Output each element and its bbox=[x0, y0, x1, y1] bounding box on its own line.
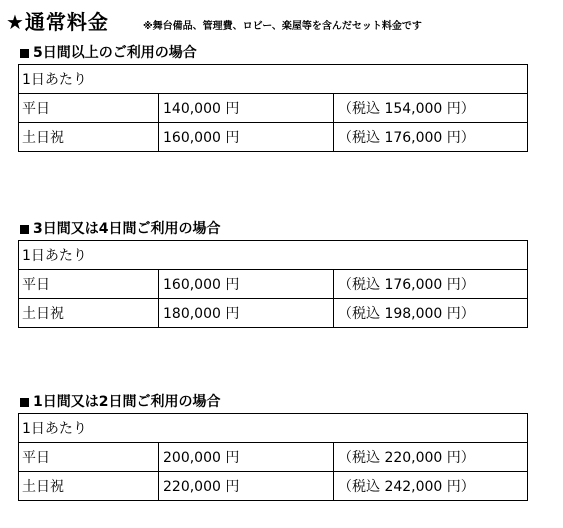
day-type-label: 土日祝 bbox=[19, 123, 159, 152]
price-cell: 220,000 円 bbox=[159, 472, 334, 501]
price-cell: 160,000 円 bbox=[159, 123, 334, 152]
day-type-label: 平日 bbox=[19, 270, 159, 299]
tax-included-price-cell: （税込 154,000 円） bbox=[334, 94, 528, 123]
pricing-section-3-4-days bbox=[18, 218, 528, 328]
table-row bbox=[19, 299, 528, 328]
page-note: ※舞台備品、管理費、ロビー、楽屋等を含んだセット料金です bbox=[142, 21, 422, 32]
price-cell: 140,000 円 bbox=[159, 94, 334, 123]
per-day-label: 1日あたり bbox=[19, 414, 528, 443]
day-type-label: 平日 bbox=[19, 443, 159, 472]
pricing-section-5plus-days bbox=[18, 42, 528, 152]
day-type-label: 土日祝 bbox=[19, 299, 159, 328]
day-type-label: 土日祝 bbox=[19, 472, 159, 501]
table-row bbox=[19, 472, 528, 501]
tax-included-price-cell: （税込 198,000 円） bbox=[334, 299, 528, 328]
square-bullet-icon bbox=[20, 225, 29, 234]
section-heading bbox=[20, 42, 528, 64]
page-title: ★通常料金 bbox=[6, 10, 109, 34]
section-heading-text: 5日間以上のご利用の場合 bbox=[33, 45, 197, 61]
square-bullet-icon bbox=[20, 49, 29, 58]
price-table bbox=[18, 240, 528, 328]
section-heading-text: 1日間又は2日間ご利用の場合 bbox=[33, 394, 221, 410]
table-row bbox=[19, 414, 528, 443]
tax-included-price-cell: （税込 176,000 円） bbox=[334, 270, 528, 299]
page-header bbox=[6, 6, 422, 36]
price-cell: 180,000 円 bbox=[159, 299, 334, 328]
section-heading bbox=[20, 391, 528, 413]
price-table bbox=[18, 64, 528, 152]
section-heading-text: 3日間又は4日間ご利用の場合 bbox=[33, 221, 221, 237]
price-cell: 160,000 円 bbox=[159, 270, 334, 299]
tax-included-price-cell: （税込 220,000 円） bbox=[334, 443, 528, 472]
price-cell: 200,000 円 bbox=[159, 443, 334, 472]
square-bullet-icon bbox=[20, 398, 29, 407]
day-type-label: 平日 bbox=[19, 94, 159, 123]
per-day-label: 1日あたり bbox=[19, 65, 528, 94]
price-table bbox=[18, 413, 528, 501]
tax-included-price-cell: （税込 176,000 円） bbox=[334, 123, 528, 152]
pricing-section-1-2-days bbox=[18, 391, 528, 501]
table-row bbox=[19, 270, 528, 299]
table-row bbox=[19, 443, 528, 472]
per-day-label: 1日あたり bbox=[19, 241, 528, 270]
table-row bbox=[19, 65, 528, 94]
table-row bbox=[19, 241, 528, 270]
section-heading bbox=[20, 218, 528, 240]
table-row bbox=[19, 94, 528, 123]
tax-included-price-cell: （税込 242,000 円） bbox=[334, 472, 528, 501]
table-row bbox=[19, 123, 528, 152]
